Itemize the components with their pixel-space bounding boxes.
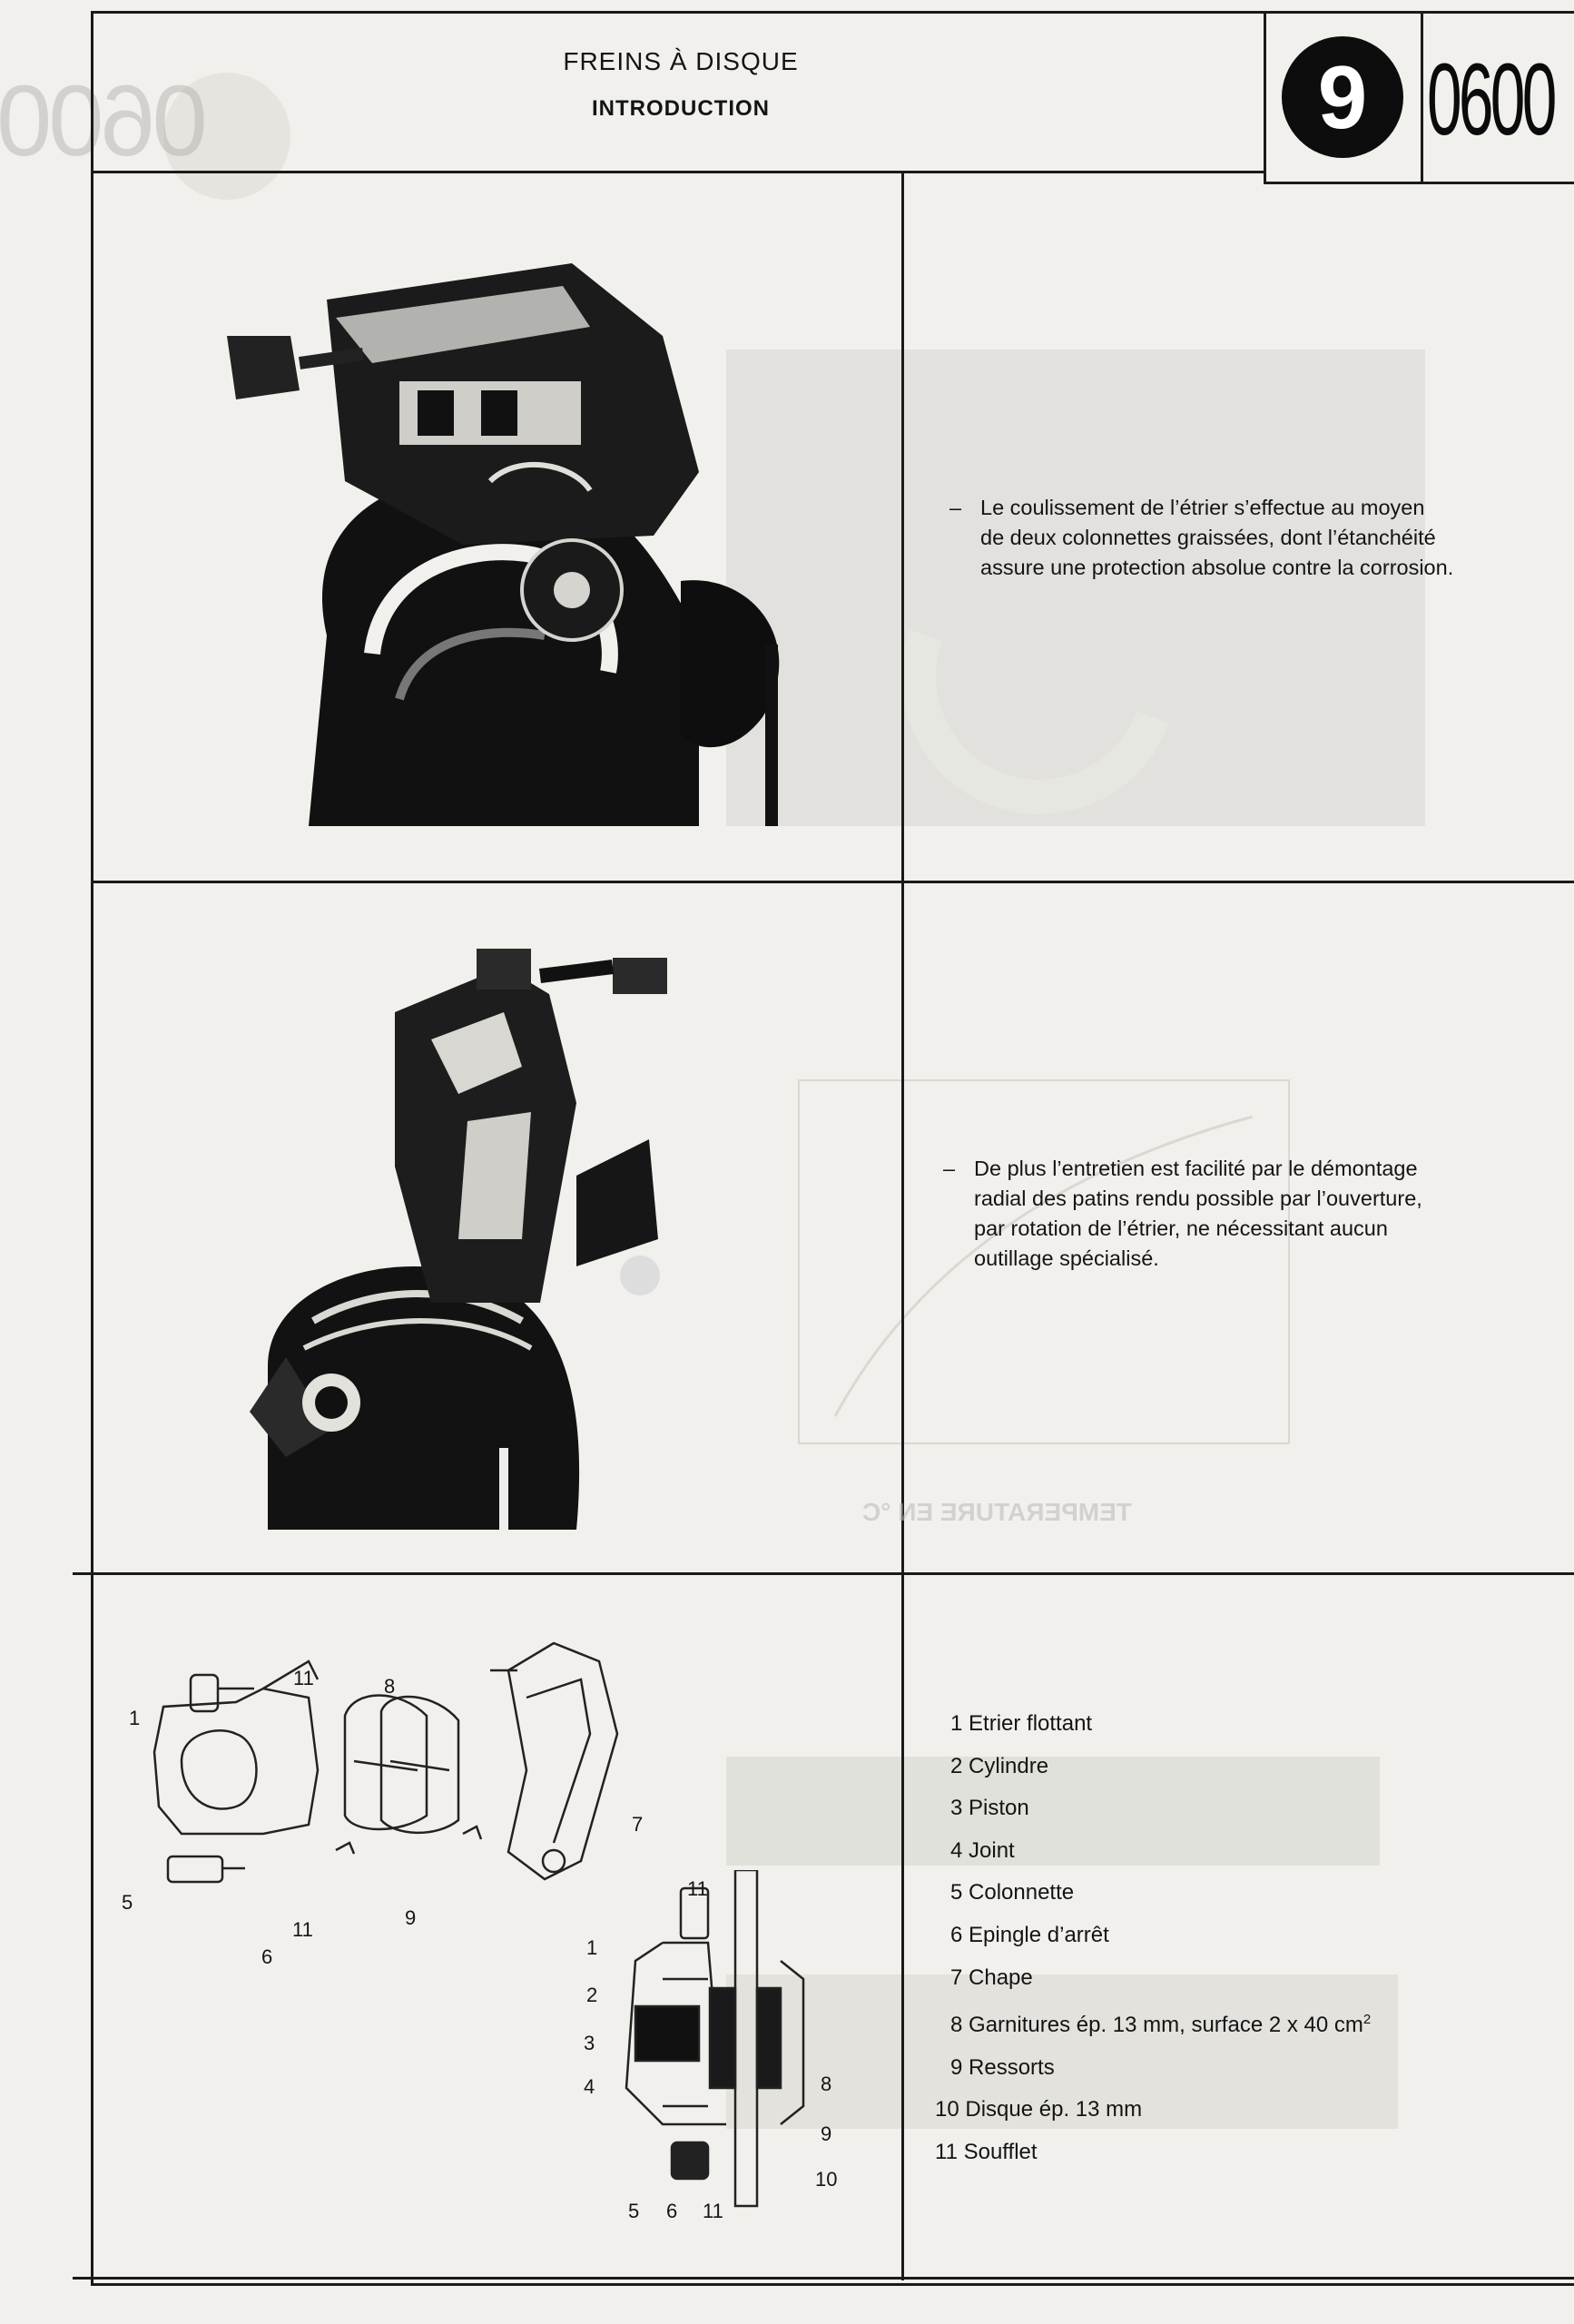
note-line: assure une protection absolue contre la corrosion. — [980, 556, 1454, 579]
callout-4: 4 — [584, 2075, 595, 2098]
note-line: par rotation de l’étrier, ne nécessitant aucun — [974, 1216, 1388, 1240]
legend-item: 2 Cylindre — [950, 1753, 1049, 1778]
caliper-open-photo — [231, 940, 776, 1530]
row-divider-1 — [91, 881, 1574, 883]
note-line: radial des patins rendu possible par l’ouverture, — [974, 1187, 1422, 1210]
column-divider — [901, 172, 904, 2280]
callout-11: 11 — [687, 1877, 708, 1900]
callout-9: 9 — [821, 2122, 832, 2145]
legend-item: 9 Ressorts — [950, 2054, 1055, 2080]
callout-6: 6 — [261, 1945, 273, 1968]
legend-item: 10 Disque ép. 13 mm — [935, 2097, 1143, 2122]
callout-1: 1 — [586, 1936, 598, 1959]
legend-item: 3 Piston — [950, 1796, 1029, 1821]
note-dash: – — [943, 1157, 956, 1180]
callout-7: 7 — [632, 1813, 644, 1836]
page-title: FREINS À DISQUE — [563, 47, 799, 75]
note-line: Le coulissement de l’étrier s’effectue au moyen — [980, 496, 1425, 519]
legend-item: 11 Soufflet — [935, 2139, 1038, 2164]
legend-item: 8 Garnitures ép. 13 mm, surface 2 x 40 $cm^2$ — [950, 2012, 1372, 2038]
note-line: De plus l’entretien est facilité par le démontage — [974, 1157, 1418, 1180]
callout-6: 6 — [666, 2200, 678, 2222]
page-subtitle: INTRODUCTION — [592, 96, 770, 121]
legend-item: 4 Joint — [950, 1837, 1015, 1863]
callout-8: 8 — [384, 1675, 396, 1698]
callout-9: 9 — [405, 1906, 417, 1929]
bleed-through-code: 0600 — [0, 65, 208, 177]
header-bottom-rule-right — [1264, 182, 1574, 184]
row-divider-2 — [73, 1572, 1574, 1575]
note-maintenance — [943, 1154, 1537, 1274]
page-code: 0600 — [1427, 43, 1554, 156]
chapter-badge: 9 — [1282, 36, 1403, 158]
callout-5: 5 — [122, 1891, 133, 1914]
callout-1: 1 — [129, 1707, 141, 1729]
header-divider-2 — [1421, 13, 1423, 183]
callout-2: 2 — [586, 1984, 598, 2006]
legend-item: 7 Chape — [950, 1965, 1033, 1990]
callout-11: 11 — [293, 1667, 314, 1689]
callout-11c: 11 — [703, 2200, 723, 2222]
page-bottom-rule — [73, 2277, 1574, 2280]
callout-5: 5 — [628, 2200, 640, 2222]
legend-item: 1 Etrier flottant — [950, 1711, 1093, 1736]
note-line: outillage spécialisé. — [974, 1246, 1159, 1270]
legend-item: 6 Epingle d’arrêt — [950, 1922, 1109, 1947]
parts-legend — [935, 1703, 1372, 2174]
callout-8: 8 — [821, 2073, 832, 2095]
callout-3: 3 — [584, 2032, 595, 2054]
note-dash: – — [949, 496, 962, 519]
assembled-section-drawing — [608, 1870, 826, 2224]
note-caliper-sliding — [949, 493, 1543, 583]
bleed-through-chart-label: TEMPERATURE EN °C — [862, 1498, 1132, 1526]
note-line: de deux colonnettes graissées, dont l’étanchéité — [980, 526, 1436, 549]
legend-item: 5 Colonnette — [950, 1880, 1075, 1905]
exploded-view-drawing — [127, 1625, 635, 1897]
header-bottom-rule — [91, 171, 1264, 173]
title-block — [91, 44, 1271, 122]
callout-10: 10 — [815, 2168, 838, 2191]
brake-caliper-photo — [191, 245, 826, 826]
callout-11b: 11 — [292, 1918, 313, 1941]
